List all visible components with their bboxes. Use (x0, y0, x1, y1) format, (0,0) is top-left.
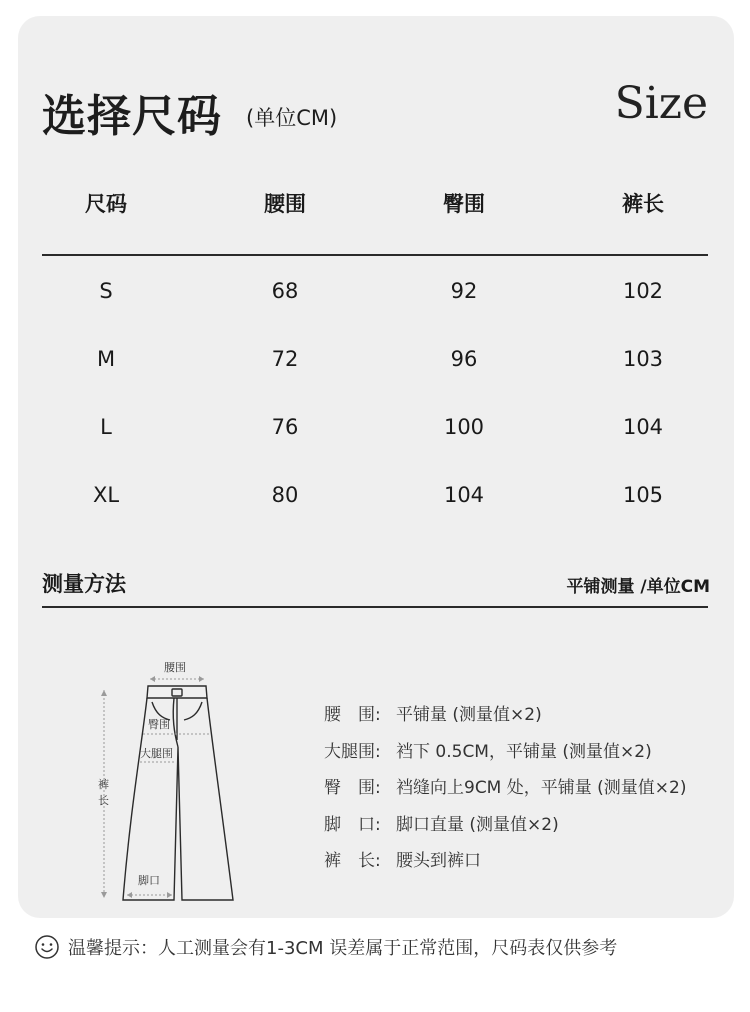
column-header-waist: 腰围 (264, 192, 306, 216)
note-hem (324, 810, 687, 847)
column-header-length: 裤长 (622, 192, 664, 216)
column-header-size: 尺码 (85, 192, 127, 216)
table-divider (42, 254, 708, 256)
method-unit: 平铺测量 /单位CM (566, 577, 710, 597)
pants-diagram (90, 652, 250, 908)
length-cell: 105 (622, 483, 664, 507)
diagram-label-thigh: 大腿围 (140, 747, 173, 760)
table-header (42, 184, 708, 224)
note-value: 平铺量 (测量值×2) (396, 705, 542, 725)
table-row (42, 475, 708, 515)
note-key: 大腿围: (324, 741, 381, 762)
note-hip (324, 773, 687, 810)
waist-cell: 68 (271, 279, 299, 303)
waist-cell: 80 (271, 483, 299, 507)
note-key: 臀 围: (324, 778, 381, 798)
size-cell: XL (92, 483, 120, 507)
length-cell: 104 (622, 415, 664, 439)
hip-cell: 100 (443, 415, 485, 439)
table-row (42, 339, 708, 379)
size-cell: M (96, 347, 116, 371)
measurement-notes (324, 700, 687, 883)
tip-text: 温馨提示：人工测量会有1-3CM 误差属于正常范围，尺码表仅供参考 (68, 938, 618, 959)
note-key: 裤 长: (324, 851, 381, 871)
note-value: 腰头到裤口 (396, 851, 481, 871)
tip-line (34, 934, 617, 960)
hip-cell: 92 (450, 279, 478, 303)
hip-cell: 104 (443, 483, 485, 507)
size-cell: S (99, 279, 113, 303)
note-key: 脚 口: (324, 814, 381, 835)
waist-cell: 76 (271, 415, 299, 439)
note-waist (324, 700, 687, 737)
column-header-hip: 臀围 (443, 192, 485, 216)
waist-cell: 72 (271, 347, 299, 371)
page-title: 选择尺码 (42, 91, 222, 142)
diagram-label-length-2: 长 (98, 794, 109, 807)
note-value: 脚口直量 (测量值×2) (396, 814, 559, 835)
length-cell: 102 (622, 279, 664, 303)
table-row (42, 271, 708, 311)
smile-icon (34, 934, 60, 960)
size-logo: Size (614, 78, 708, 129)
note-value: 裆下 0.5CM，平铺量 (测量值×2) (396, 741, 652, 762)
diagram-label-hem: 脚口 (138, 874, 160, 887)
note-value: 裆缝向上9CM 处，平铺量 (测量值×2) (396, 778, 687, 798)
diagram-label-hip: 臀围 (148, 718, 170, 731)
note-key: 腰 围: (324, 705, 381, 725)
length-cell: 103 (622, 347, 664, 371)
diagram-label-waist: 腰围 (164, 661, 186, 674)
note-thigh (324, 737, 687, 774)
method-title: 测量方法 (42, 572, 126, 596)
size-cell: L (100, 415, 112, 439)
unit-label: (单位CM) (246, 106, 338, 130)
diagram-label-length-1: 裤 (98, 778, 109, 791)
hip-cell: 96 (450, 347, 478, 371)
method-divider (42, 606, 708, 608)
note-length (324, 846, 687, 883)
table-row (42, 407, 708, 447)
